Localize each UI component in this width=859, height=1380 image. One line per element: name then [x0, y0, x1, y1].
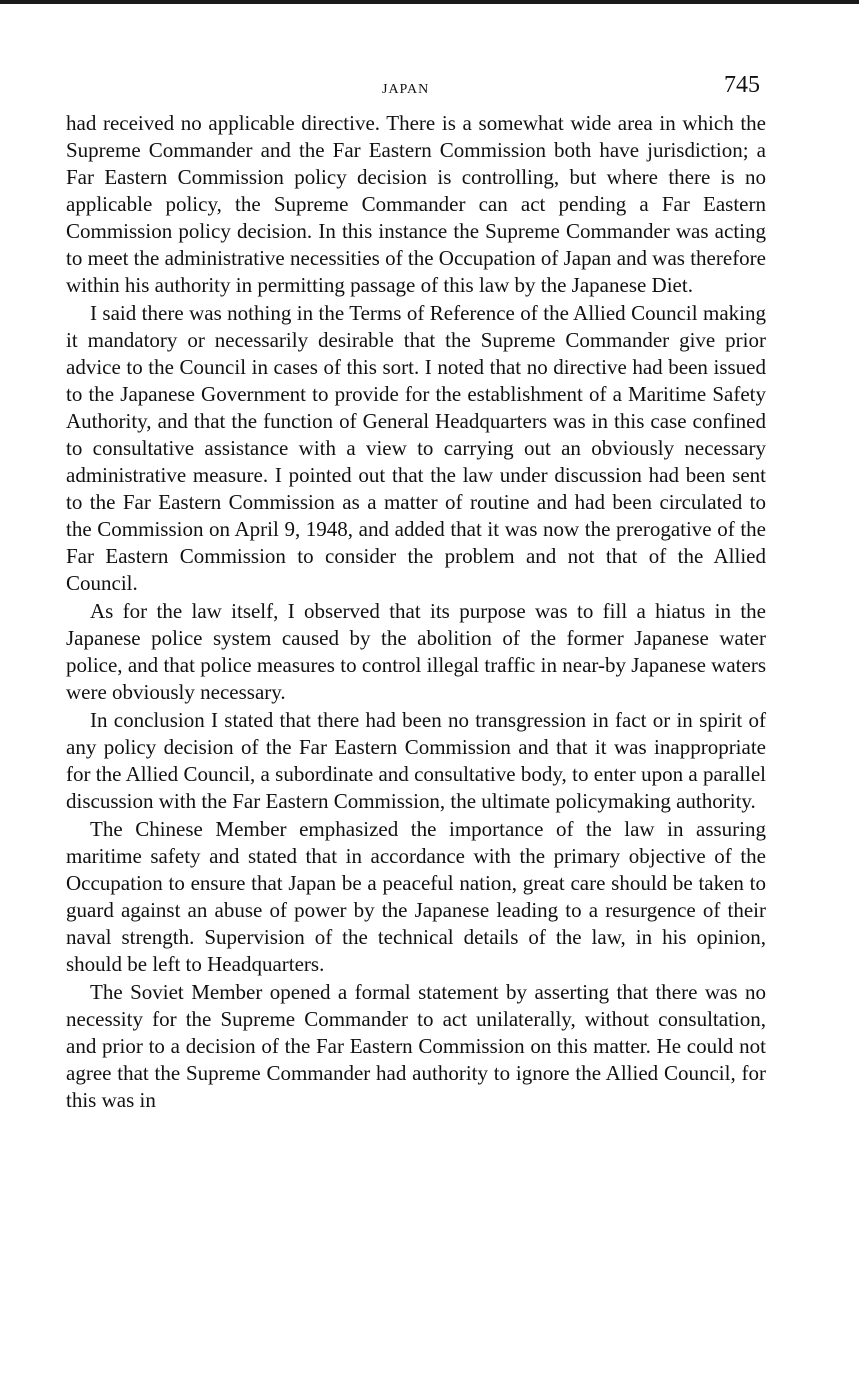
running-title: JAPAN [382, 82, 430, 97]
paragraph: The Soviet Member opened a formal statement by asserting that there was no necessity for the Supreme Commander to act unilaterally, without consultation, and prior to a decision of the Far Eastern Commission on this matter. He could not agree that the Supreme Commander had authority to ignore the Allied Council, for this was in [66, 980, 766, 1112]
paragraph-continued: had received no applicable directive. There is a somewhat wide area in which the Supreme Commander and the Far Eastern Commission both have jurisdiction; a Far Eastern Commission policy decision is controlling, but where there is no applicable policy, the Supreme Commander can act pending a Far Eastern Commission policy decision. In this instance the Supreme Commander was acting to meet the administrative necessities of the Occupation of Japan and was therefore within his authority in permitting passage of this law by the Japanese Diet. [66, 111, 766, 297]
paragraph: As for the law itself, I observed that its purpose was to fill a hiatus in the Japanese police system caused by the abolition of the former Japanese water police, and that police measures to control illegal traffic in near-by Japanese waters were obviously necessary. [66, 599, 766, 704]
paragraph: In conclusion I stated that there had been no transgression in fact or in spirit of any policy decision of the Far Eastern Commission and that it was inappropriate for the Allied Council, a subordinate and consultative body, to enter upon a parallel discussion with the Far Eastern Commission, the ultimate policymaking authority. [66, 708, 766, 813]
running-header [66, 70, 766, 110]
book-page [66, 70, 766, 1115]
page-top-edge [0, 0, 859, 4]
paragraph: I said there was nothing in the Terms of Reference of the Allied Council making it mandatory or necessarily desirable that the Supreme Commander give prior advice to the Council in cases of this sort. I noted that no directive had been issued to the Japanese Government to provide for the establishment of a Maritime Safety Authority, and that the function of General Headquarters was in this case confined to consultative assistance with a view to carrying out an obviously necessary administrative measure. I pointed out that the law under discussion had been sent to the Far Eastern Commission as a matter of routine and had been circulated to the Commission on April 9, 1948, and added that it was now the prerogative of the Far Eastern Commission to consider the problem and not that of the Allied Council. [66, 301, 766, 595]
page-number: 745 [724, 72, 760, 98]
body-text [66, 110, 766, 1114]
paragraph: The Chinese Member emphasized the importance of the law in assuring maritime safety and stated that in accordance with the primary objective of the Occupation to ensure that Japan be a peaceful nation, great care should be taken to guard against an abuse of power by the Japanese leading to a resurgence of their naval strength. Supervision of the technical details of the law, in his opinion, should be left to Headquarters. [66, 817, 766, 976]
